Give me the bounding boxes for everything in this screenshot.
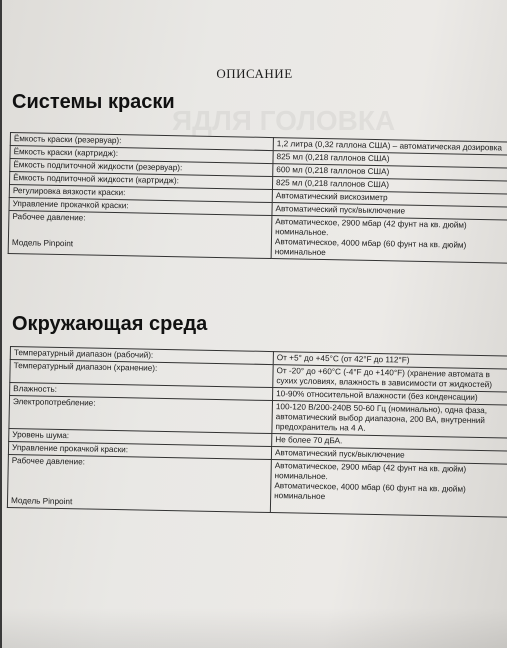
row-value: 1,2 литра (0,32 галлона США) – автоматическая дозировка	[273, 138, 507, 156]
row-label: Температурный диапазон (хранение):	[10, 360, 273, 388]
row-value: Не более 70 дБА.	[272, 434, 507, 452]
table-row	[8, 210, 507, 263]
row-label: Ёмкость подпиточной жидкости (картридж):	[9, 172, 272, 190]
row-value: Автоматический вискозиметр	[272, 190, 507, 208]
ink-systems-table	[8, 132, 507, 264]
pressure-labels-cell	[7, 454, 271, 512]
pressure-labels-cell	[8, 210, 272, 258]
page-header: ОПИСАНИЕ	[216, 66, 293, 81]
row-label: Управление прокачкой краски:	[8, 441, 271, 459]
pressure-value: Автоматическое, 2900 мбар (42 фунт на кв. дюйм) номинальное.	[275, 217, 467, 238]
row-label: Ёмкость подпиточной жидкости (резервуар):	[10, 159, 273, 177]
pinpoint-model-label: Модель Pinpoint	[10, 496, 73, 507]
row-value: Автоматический пуск/выключение	[271, 447, 507, 465]
page-shadow	[2, 608, 507, 648]
row-label: Уровень шума:	[9, 428, 272, 446]
row-value: 825 мл (0,218 галлонов США)	[272, 177, 507, 195]
section-title-ink-systems: Системы краски	[12, 91, 175, 113]
row-label: Влажность:	[10, 383, 273, 401]
table-row	[7, 454, 507, 517]
pressure-label: Рабочее давление:	[11, 456, 86, 467]
row-value: Автоматический пуск/выключение	[272, 203, 507, 221]
pinpoint-model-label: Модель Pinpoint	[11, 238, 74, 249]
pinpoint-pressure-value: Автоматическое, 4000 мбар (60 фунт на кв. дюйм) номинальное	[274, 237, 467, 258]
environment-table	[7, 346, 507, 518]
row-value: 100-120 В/200-240В 50-60 Гц (номинально), одна фаза, автоматический выбор диапазона, 200 ВА, внутренний предохранитель на 4 А.	[272, 401, 507, 439]
row-value: 10-90% относительной влажности (без конденсации)	[273, 388, 507, 406]
row-label: Электропотребление:	[9, 396, 273, 434]
row-value: 600 мл (0,218 галлонов США)	[273, 164, 507, 182]
row-label: Регулировка вязкости краски:	[9, 184, 272, 202]
pressure-value: Автоматическое, 2900 мбар (42 фунт на кв. дюйм) номинальное.	[274, 461, 467, 482]
bleed-through-text: ЯДЛЯ ГОЛОВКА	[172, 105, 396, 136]
row-label: Ёмкость краски (картридж):	[10, 146, 273, 164]
pressure-values-cell	[271, 216, 507, 264]
row-value: От +5° до +45°C (от 42°F до 112°F)	[273, 352, 507, 370]
pinpoint-pressure-value: Автоматическое, 4000 мбар (60 фунт на кв. дюйм) номинальное	[274, 481, 466, 502]
row-label: Температурный диапазон (рабочий):	[10, 347, 273, 365]
pressure-values-cell	[270, 460, 507, 518]
document-page	[2, 0, 507, 648]
row-label: Управление прокачкой краски:	[9, 197, 272, 215]
row-value: От -20° до +60°C (-4°F до +140°F) (хранение автомата в сухих условиях, влажность в зависимости от жидкостей)	[273, 365, 507, 393]
pressure-label: Рабочее давление:	[12, 212, 86, 223]
row-value: 825 мл (0,218 галлонов США)	[273, 151, 507, 169]
section-title-environment: Окружающая среда	[12, 313, 208, 335]
row-label: Ёмкость краски (резервуар):	[10, 133, 273, 151]
